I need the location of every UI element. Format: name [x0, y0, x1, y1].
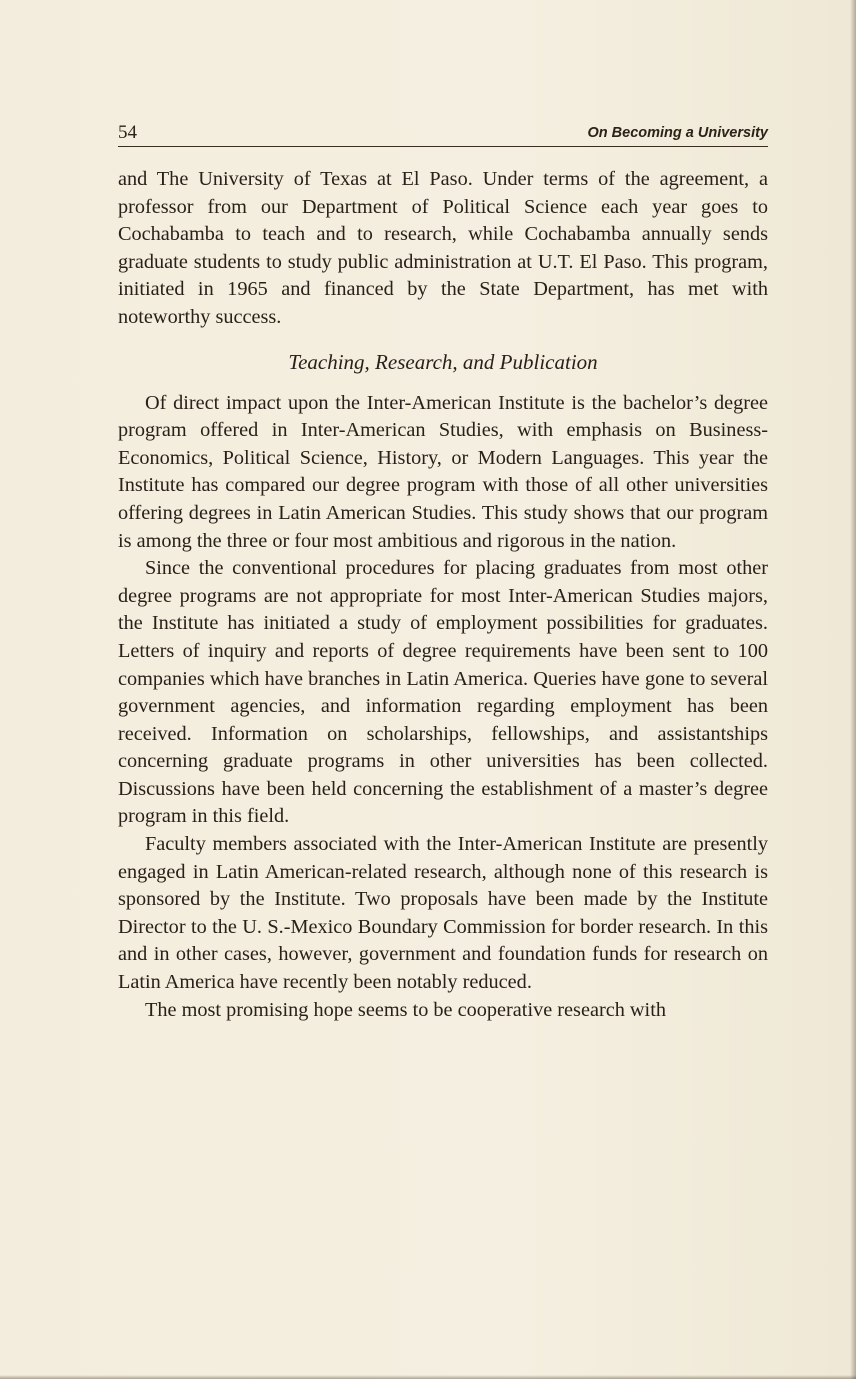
page-edge-shadow-bottom	[0, 1375, 856, 1379]
paragraph-4: The most promising hope seems to be cooperative research with	[145, 998, 666, 1021]
body-text	[118, 166, 768, 1024]
page-edge-shadow-right	[850, 0, 856, 1379]
running-title: On Becoming a University	[587, 125, 768, 141]
paragraph-1: Of direct impact upon the Inter-American Institute is the bachelor’s degree program offered in Inter-American Studies, with emphasis on Business-Economics, Political Science, History, or Modern Languages. This year the Institute has compared our degree program with those of all other universities offering degrees in Latin American Studies. This study shows that our program is among the three or four most ambitious and rigorous in the nation.	[118, 391, 768, 552]
running-head	[118, 122, 768, 147]
paragraph-2: Since the conventional procedures for placing graduates from most other degree programs are not appropriate for most Inter-American Studies majors, the Institute has initiated a study of employment possibilities for graduates. Letters of inquiry and reports of degree requirements have been sent to 100 companies which have branches in Latin America. Queries have gone to several government agencies, and information regarding employment has been received. Information on scholarships, fellowships, and assistantships concerning graduate programs in other universities has been collected. Discussions have been held concerning the establishment of a master’s degree program in this field.	[118, 557, 768, 828]
page-number: 54	[118, 122, 137, 143]
paragraph-continuation: and The University of Texas at El Paso. Under terms of the agreement, a professor from our Department of Political Science each year goes to Cochabamba to teach and to research, while Cochabamba annually sends graduate students to study public administration at U.T. El Paso. This program, initiated in 1965 and financed by the State Department, has met with noteworthy success.	[118, 168, 768, 328]
paragraph-3: Faculty members associated with the Inter-American Institute are presently engaged in Latin American-related research, although none of this research is sponsored by the Institute. Two proposals have been made by the Institute Director to the U. S.-Mexico Boundary Commission for border research. In this and in other cases, however, government and foundation funds for research on Latin America have recently been notably reduced.	[118, 833, 768, 994]
section-heading: Teaching, Research, and Publication	[288, 349, 598, 374]
